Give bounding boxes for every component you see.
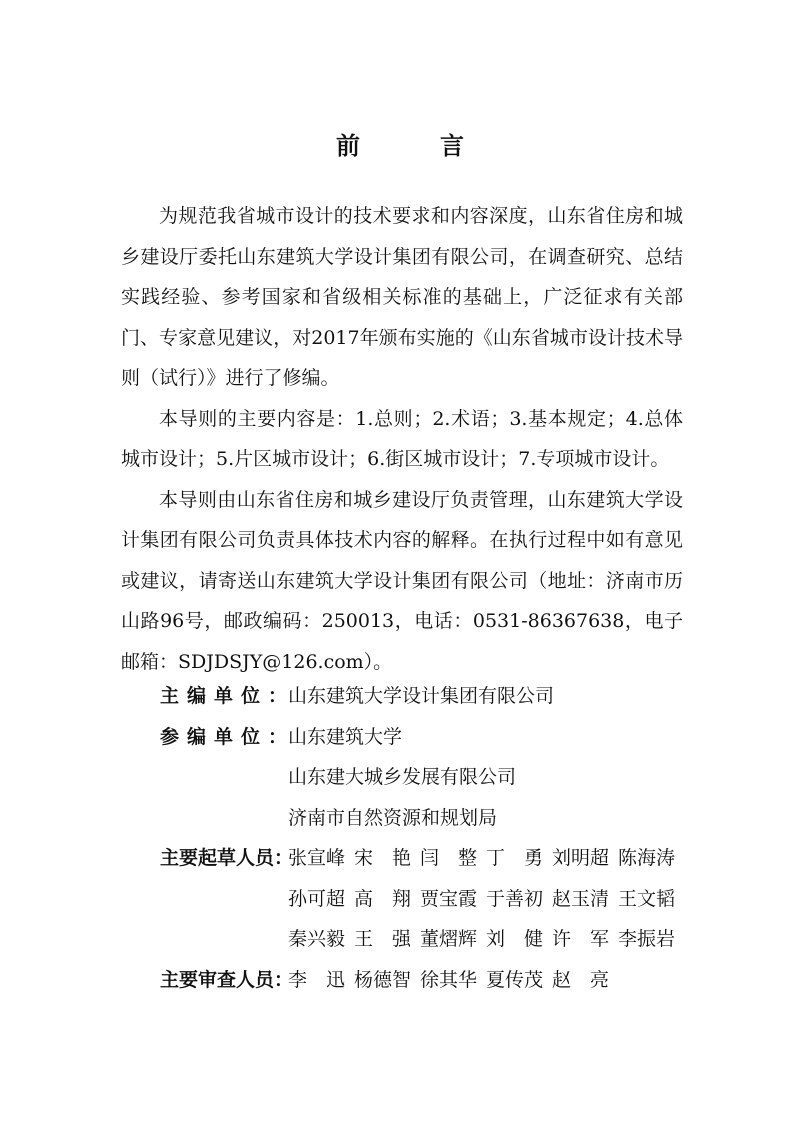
drafter-name: 宋 艳 bbox=[354, 847, 412, 869]
drafter-name: 李振岩 bbox=[618, 928, 676, 950]
chief-unit-values bbox=[288, 676, 554, 717]
reviewers-group bbox=[160, 960, 720, 1001]
drafter-name: 张宣峰 bbox=[288, 847, 346, 869]
drafters-names bbox=[288, 838, 684, 960]
participating-unit: 济南市自然资源和规划局 bbox=[288, 806, 498, 829]
reviewer-name: 赵 亮 bbox=[552, 968, 610, 991]
drafters-row bbox=[288, 838, 684, 879]
participating-units-group bbox=[160, 717, 720, 839]
reviewers-names bbox=[288, 960, 618, 1001]
drafter-name: 刘 健 bbox=[486, 928, 544, 950]
chief-unit-label: 主编单位： bbox=[160, 685, 296, 707]
drafter-name: 秦兴毅 bbox=[288, 928, 346, 950]
participating-units-values bbox=[288, 717, 516, 839]
paragraph-contents: 本导则的主要内容是：1.总则；2.术语；3.基本规定；4.总体城市设计；5.片区城市设计；6.街区城市设计；7.专项城市设计。 bbox=[121, 407, 683, 470]
participating-units-label: 参编单位： bbox=[160, 725, 296, 748]
drafter-name: 董熠辉 bbox=[420, 928, 478, 950]
drafters-row bbox=[288, 879, 684, 920]
preface-body bbox=[121, 196, 683, 682]
drafter-name: 于善初 bbox=[486, 887, 544, 910]
reviewer-name: 李 迅 bbox=[288, 968, 346, 991]
participating-unit: 山东建大城乡发展有限公司 bbox=[288, 766, 517, 788]
reviewer-name: 杨德智 bbox=[354, 968, 412, 991]
drafter-name: 贾宝霞 bbox=[420, 887, 478, 910]
drafter-name: 王 强 bbox=[354, 928, 412, 950]
reviewer-name: 徐其华 bbox=[420, 968, 478, 991]
reviewer-name: 夏传茂 bbox=[486, 968, 544, 991]
reviewers-label: 主要审查人员： bbox=[160, 968, 294, 991]
drafter-name: 王文韬 bbox=[618, 887, 676, 910]
chief-unit-name: 山东建筑大学设计集团有限公司 bbox=[288, 685, 555, 707]
paragraph-purpose: 为规范我省城市设计的技术要求和内容深度，山东省住房和城乡建设厅委托山东建筑大学设计集团有限公司，在调查研究、总结实践经验、参考国家和省级相关标准的基础上，广泛征求有关部门、专家意见建议，对2017年颁布实施的《山东省城市设计技术导则（试行）》进行了修编。 bbox=[121, 205, 683, 389]
drafter-name: 赵玉清 bbox=[552, 887, 610, 910]
drafter-name: 刘明超 bbox=[552, 847, 610, 869]
chief-unit-group bbox=[160, 676, 720, 717]
page-title: 前 言 bbox=[336, 131, 492, 160]
credits-section bbox=[160, 676, 720, 1000]
drafter-name: 丁 勇 bbox=[486, 847, 544, 869]
drafter-name: 陈海涛 bbox=[618, 847, 676, 869]
drafters-label: 主要起草人员： bbox=[160, 847, 294, 869]
drafters-row bbox=[288, 919, 684, 960]
drafter-name: 高 翔 bbox=[354, 887, 412, 910]
paragraph-management: 本导则由山东省住房和城乡建设厅负责管理，山东建筑大学设计集团有限公司负责具体技术内容的解释。在执行过程中如有意见或建议，请寄送山东建筑大学设计集团有限公司（地址：济南市历山路96号，邮政编码：250013，电话：0531-86367638，电子邮箱：SDJDSJY@126.com）。 bbox=[121, 488, 683, 673]
drafter-name: 孙可超 bbox=[288, 887, 346, 910]
drafter-name: 闫 整 bbox=[420, 847, 478, 869]
drafters-group bbox=[160, 838, 720, 960]
participating-unit: 山东建筑大学 bbox=[288, 725, 403, 748]
drafter-name: 许 军 bbox=[552, 928, 610, 950]
reviewers-row bbox=[288, 960, 618, 1001]
